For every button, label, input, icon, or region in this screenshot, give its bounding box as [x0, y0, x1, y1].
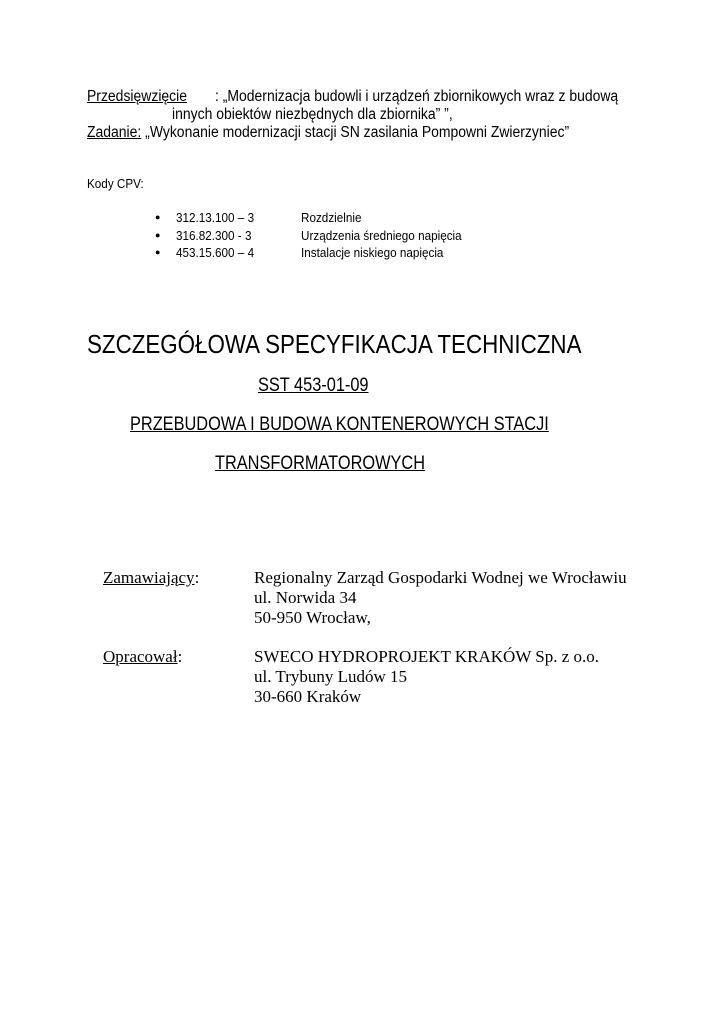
project-label: Przedsięwzięcie: [87, 88, 188, 105]
cpv-code: 316.82.300 - 3: [176, 228, 252, 243]
author-address: [254, 647, 599, 707]
client-label: Zamawiający:: [103, 568, 200, 587]
cpv-description: Rozdzielnie: [301, 210, 362, 225]
subtitle-line-2: TRANSFORMATOROWYCH: [215, 453, 426, 474]
author-street: ul. Trybuny Ludów 15: [254, 667, 408, 686]
cpv-heading: Kody CPV:: [87, 176, 144, 191]
client-address: [254, 568, 627, 628]
task-value: „Wykonanie modernizacji stacji SN zasilania Pompowni Zwierzyniec”: [141, 124, 570, 141]
client-name: Regionalny Zarząd Gospodarki Wodnej we Wrocławiu: [254, 568, 627, 587]
project-line: [87, 88, 187, 106]
project-value-line-1: : „Modernizacja budowli i urządzeń zbiornikowych wraz z budową: [215, 88, 619, 105]
bullet-icon: ●: [155, 247, 161, 257]
cpv-description: Instalacje niskiego napięcia: [301, 245, 444, 260]
cpv-description: Urządzenia średniego napięcia: [301, 228, 462, 243]
author-name: SWECO HYDROPROJEKT KRAKÓW Sp. z o.o.: [254, 647, 600, 666]
subtitle-line-1: PRZEBUDOWA I BUDOWA KONTENEROWYCH STACJI: [130, 414, 549, 435]
document-title: SZCZEGÓŁOWA SPECYFIKACJA TECHNICZNA: [87, 329, 582, 359]
client-city: 50-950 Wrocław,: [254, 608, 371, 627]
project-value-line-2: innych obiektów niezbędnych dla zbiornika” ”,: [172, 106, 453, 123]
author-label: Opracował:: [103, 647, 183, 666]
spec-number: SST 453-01-09: [258, 375, 369, 396]
cpv-code: 312.13.100 – 3: [176, 210, 255, 225]
cpv-code: 453.15.600 – 4: [176, 245, 255, 260]
client-street: ul. Norwida 34: [254, 588, 357, 607]
task-label: Zadanie:: [87, 124, 142, 141]
bullet-icon: ●: [155, 230, 161, 240]
task-line: [87, 124, 569, 142]
author-city: 30-660 Kraków: [254, 687, 362, 706]
bullet-icon: ●: [155, 212, 161, 222]
